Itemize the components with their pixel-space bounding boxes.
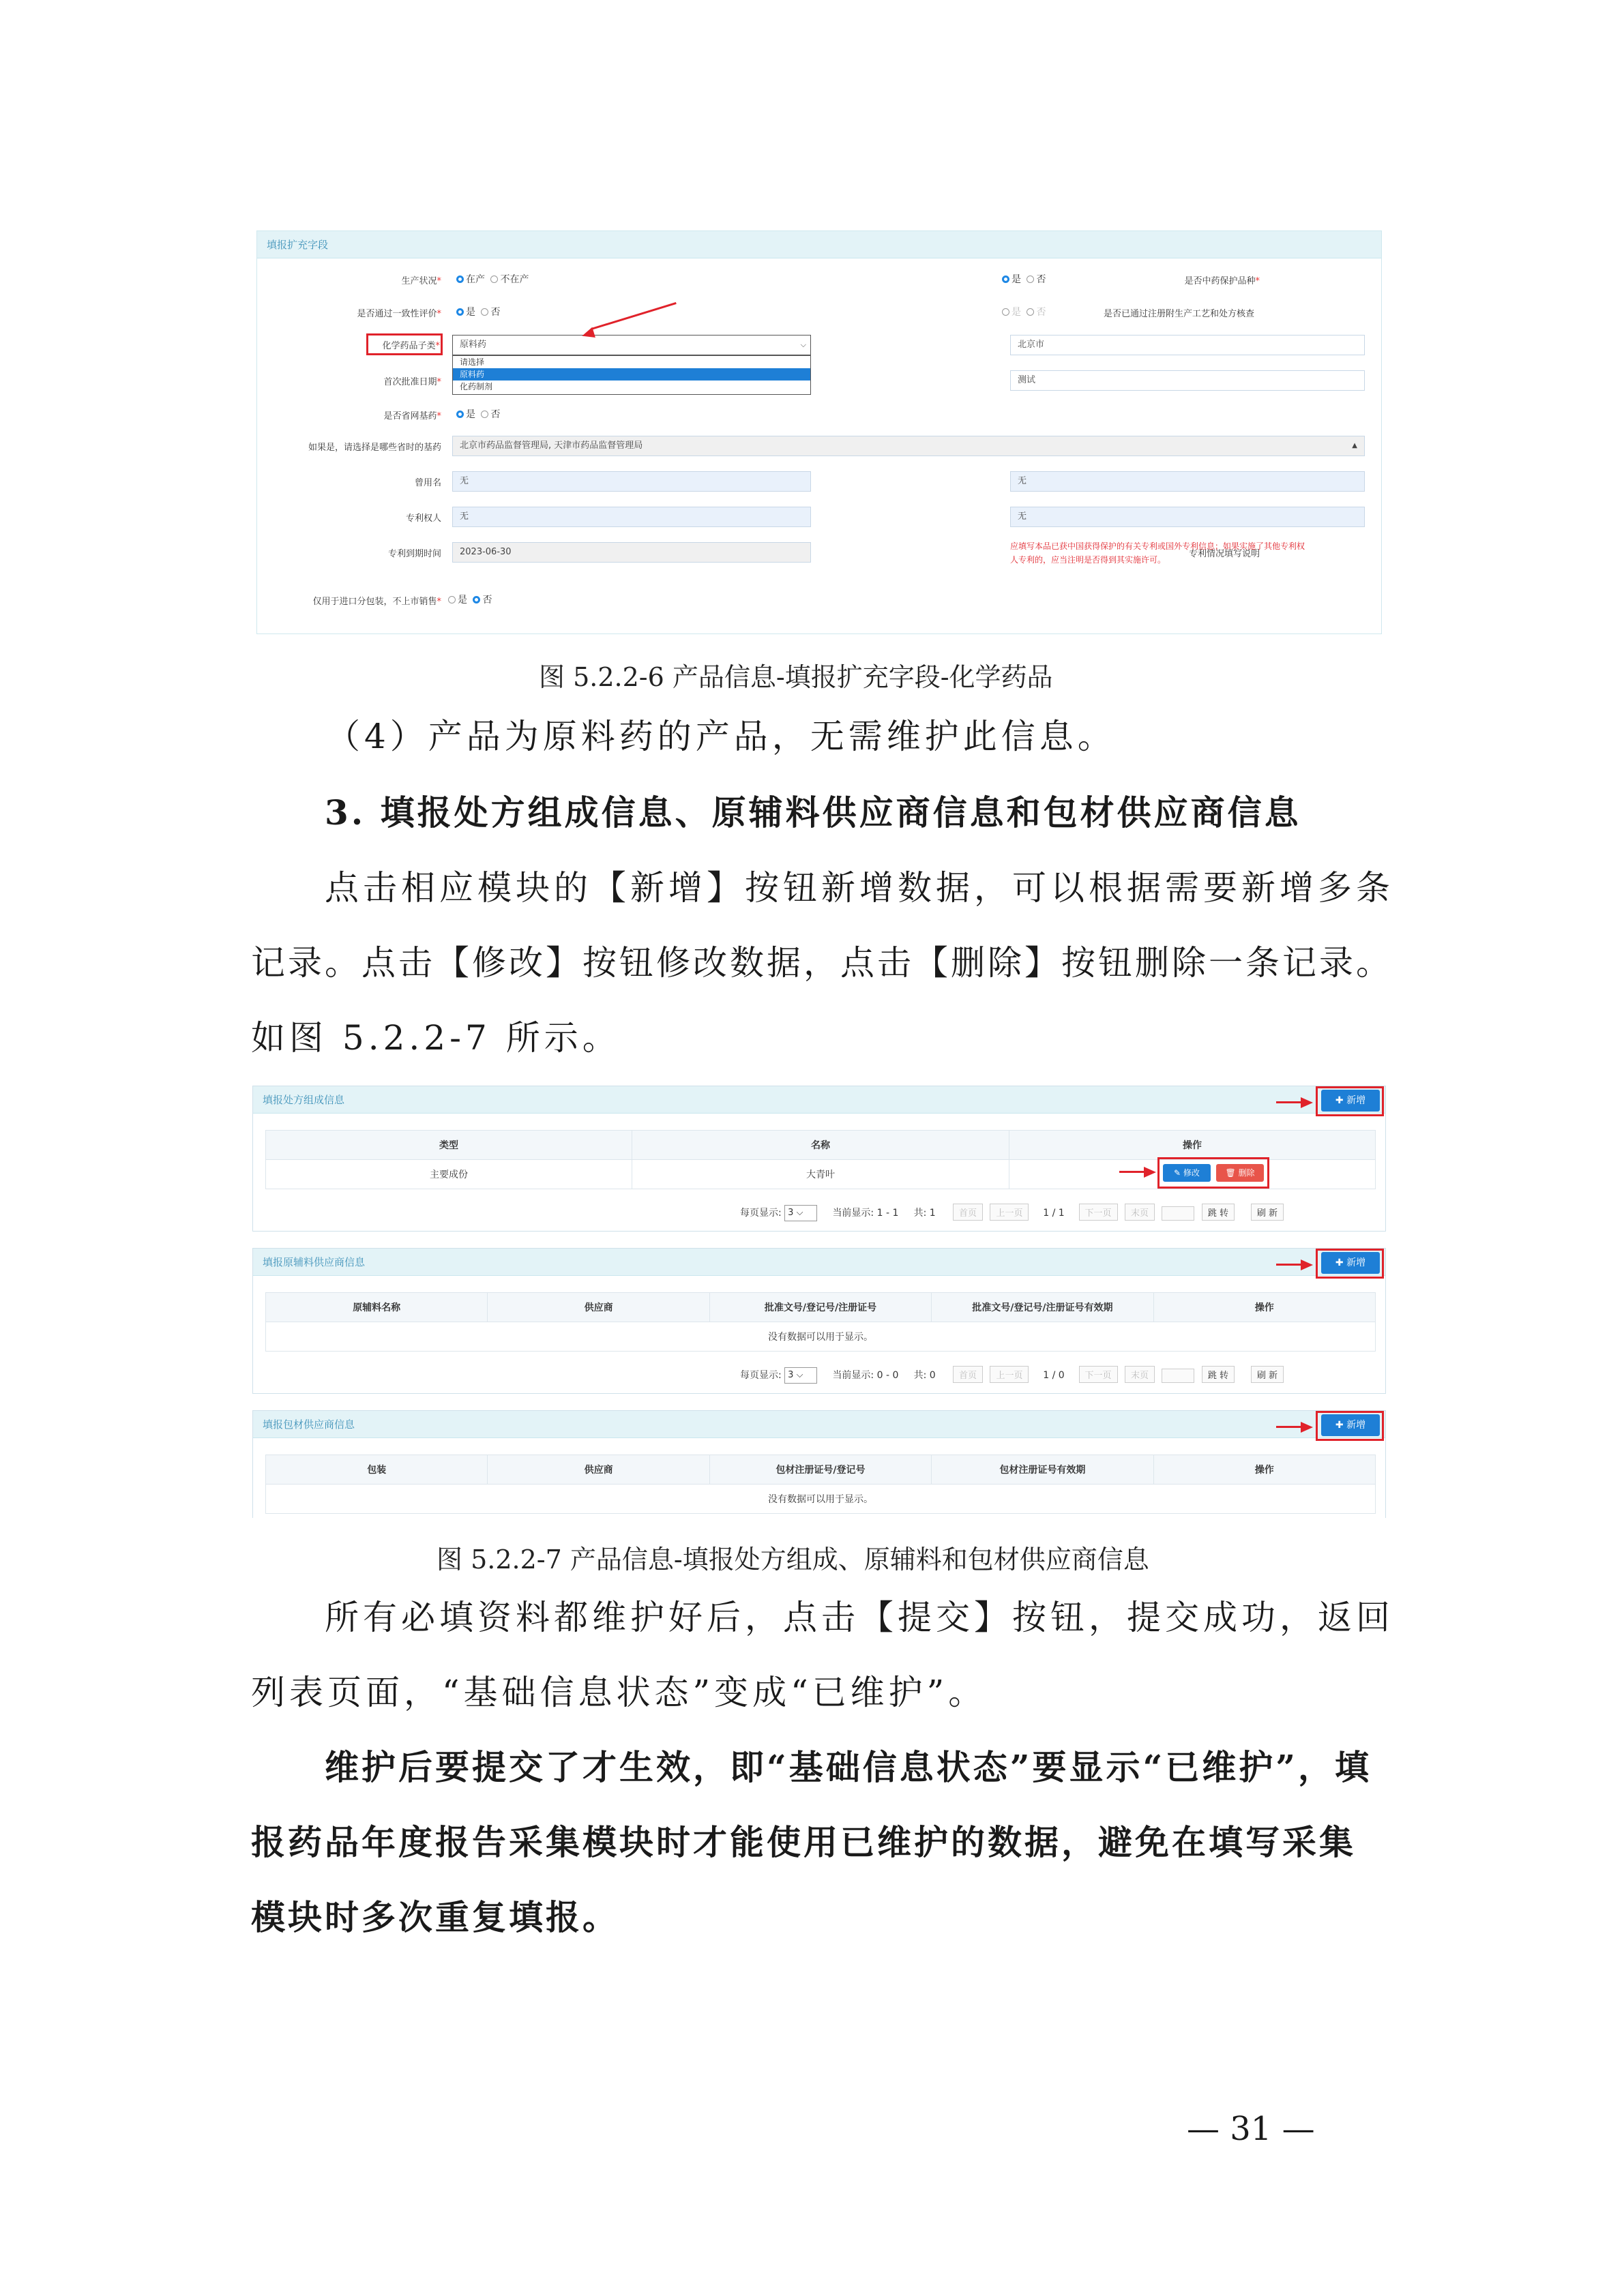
which-province-select[interactable]: 北京市药品监督管理局, 天津市药品监督管理局 ▲ xyxy=(452,436,1365,456)
patent-status-input[interactable]: 无 xyxy=(1010,507,1365,527)
radio-icon[interactable] xyxy=(456,411,464,418)
chem-subtype-label: 化学药品子类* xyxy=(382,341,440,351)
column-header: 操作 xyxy=(1153,1293,1375,1322)
radio-icon[interactable] xyxy=(481,308,488,316)
import-only-radios[interactable]: 是 否 xyxy=(445,593,492,606)
tcm-protected-radios[interactable]: 是 否 xyxy=(999,272,1046,286)
column-header: 供应商 xyxy=(488,1293,709,1322)
common-name-label: 曾用名 xyxy=(414,478,441,488)
column-header: 操作 xyxy=(1153,1455,1375,1485)
production-status-radios[interactable]: 在产 不在产 xyxy=(454,272,529,286)
first-approval-date-label: 首次批准日期* xyxy=(383,377,441,387)
approval-unit-input[interactable]: 测试 xyxy=(1010,370,1365,391)
refresh-button[interactable]: 刷 新 xyxy=(1251,1366,1284,1383)
patent-expiry-input[interactable]: 2023-06-30 xyxy=(452,542,811,563)
jump-button[interactable]: 跳 转 xyxy=(1202,1204,1235,1221)
page-number: — 31 — xyxy=(1187,2110,1315,2148)
paragraph-line: 报药品年度报告采集模块时才能使用已维护的数据，避免在填写采集 xyxy=(251,1822,1356,1862)
arrowhead xyxy=(1301,1259,1313,1270)
city-input[interactable]: 北京市 xyxy=(1010,335,1365,355)
paragraph-4: （4）产品为原料药的产品，无需维护此信息。 xyxy=(326,717,1116,756)
radio-icon[interactable] xyxy=(473,596,480,603)
page-number-input[interactable] xyxy=(1162,1369,1194,1383)
paragraph-line: 记录。点击【修改】按钮修改数据，点击【删除】按钮删除一条记录。 xyxy=(251,943,1393,983)
page-number-input[interactable] xyxy=(1162,1206,1194,1221)
refresh-button[interactable]: 刷 新 xyxy=(1251,1204,1284,1221)
plus-icon: ✚ xyxy=(1335,1095,1347,1106)
column-header: 类型 xyxy=(266,1131,632,1160)
figure-caption-2: 图 5.2.2-7 产品信息-填报处方组成、原辅料和包材供应商信息 xyxy=(437,1545,1149,1575)
patent-note-label: 专利情况填写说明 xyxy=(1188,549,1260,559)
column-header: 包材注册证号/登记号 xyxy=(709,1455,931,1485)
section-title: 填报处方组成信息 xyxy=(253,1086,1385,1114)
provincial-base-label: 是否省网基药* xyxy=(383,411,441,421)
arrowhead xyxy=(1301,1422,1313,1433)
arrowhead xyxy=(1301,1097,1313,1108)
edit-button[interactable]: ✎ 修改 xyxy=(1163,1164,1211,1182)
registered-process-label: 是否已通过注册附生产工艺和处方核查 xyxy=(1103,309,1254,319)
provincial-base-radios[interactable]: 是 否 xyxy=(454,407,500,421)
table-cell: 大青叶 xyxy=(632,1160,1009,1189)
arrowhead xyxy=(1144,1167,1156,1178)
pointer-arrow xyxy=(591,302,677,330)
packaging-section xyxy=(252,1410,1386,1518)
page-size-select[interactable]: 3 ⌵ xyxy=(784,1205,817,1221)
raw-material-table xyxy=(265,1292,1376,1352)
column-header: 批准文号/登记号/注册证号有效期 xyxy=(932,1293,1153,1322)
jump-button[interactable]: 跳 转 xyxy=(1202,1366,1235,1383)
add-button[interactable]: ✚ 新增 xyxy=(1321,1252,1380,1274)
empty-message: 没有数据可以用于显示。 xyxy=(266,1322,1376,1352)
raw-material-section xyxy=(252,1248,1386,1394)
column-header: 操作 xyxy=(1009,1131,1376,1160)
pointer-arrow xyxy=(1276,1101,1303,1103)
radio-icon[interactable] xyxy=(448,596,456,603)
radio-icon[interactable] xyxy=(490,275,498,283)
chevron-down-icon: ⌵ xyxy=(800,340,806,349)
next-page-button[interactable]: 下一页 xyxy=(1079,1204,1118,1221)
edit-icon: ✎ xyxy=(1174,1168,1183,1178)
patentee-label: 专利权人 xyxy=(405,513,441,524)
pointer-arrow xyxy=(1276,1426,1303,1428)
paragraph-line: 如图 5.2.2-7 所示。 xyxy=(251,1018,621,1058)
trash-icon: 🗑 xyxy=(1225,1168,1239,1178)
radio-icon[interactable] xyxy=(1002,275,1009,283)
chem-subtype-dropdown[interactable] xyxy=(452,355,811,395)
section-title: 填报扩充字段 xyxy=(257,231,1381,258)
plus-icon: ✚ xyxy=(1335,1420,1347,1431)
tcm-protected-label: 是否中药保护品种* xyxy=(1184,276,1260,286)
first-page-button[interactable]: 首页 xyxy=(953,1204,983,1221)
figure-supplier-tables xyxy=(252,1086,1386,1518)
section-title: 填报原辅料供应商信息 xyxy=(253,1249,1385,1276)
figure-caption-1: 图 5.2.2-6 产品信息-填报扩充字段-化学药品 xyxy=(539,662,1053,692)
column-header: 包装 xyxy=(266,1455,488,1485)
dropdown-option[interactable]: 化药制剂 xyxy=(460,382,493,391)
patent-note-text: 应填写本品已获中国获得保护的有关专利或国外专利信息；如果实施了其他专利权 人专利的，应当注明是否得到其实施许可。 xyxy=(1010,541,1305,565)
chem-subtype-select[interactable]: 原料药 ⌵ xyxy=(452,335,811,355)
pagination: 每页显示: 3 ⌵ 当前显示: 0 - 0 共: 0 首页 上一页 1 / 0 下一页 末页 跳 转 刷 新 xyxy=(740,1366,1286,1384)
delete-button[interactable]: 🗑 删除 xyxy=(1216,1164,1264,1182)
column-header: 名称 xyxy=(632,1131,1009,1160)
which-province-label: 如果是，请选择是哪些省时的基药 xyxy=(308,443,441,453)
consistency-eval-label: 是否通过一致性评价* xyxy=(357,309,441,319)
registered-process-radios[interactable]: 是 否 xyxy=(999,305,1046,318)
add-button[interactable]: ✚ 新增 xyxy=(1321,1090,1380,1112)
pagination: 每页显示: 3 ⌵ 当前显示: 1 - 1 共: 1 首页 上一页 1 / 1 下一页 末页 跳 转 刷 新 xyxy=(740,1204,1286,1221)
radio-icon[interactable] xyxy=(1027,308,1034,316)
patent-name-input[interactable]: 无 xyxy=(1010,471,1365,492)
radio-icon[interactable] xyxy=(1027,275,1034,283)
paragraph-line: 点击相应模块的【新增】按钮新增数据，可以根据需要新增多条 xyxy=(325,868,1394,908)
empty-message: 没有数据可以用于显示。 xyxy=(266,1485,1376,1514)
last-page-button[interactable]: 末页 xyxy=(1125,1204,1155,1221)
production-status-label: 生产状况* xyxy=(401,276,441,286)
column-header: 供应商 xyxy=(488,1455,709,1485)
consistency-eval-radios[interactable]: 是 否 xyxy=(454,305,500,318)
add-button[interactable]: ✚ 新增 xyxy=(1321,1414,1380,1436)
column-header: 原辅料名称 xyxy=(266,1293,488,1322)
packaging-table xyxy=(265,1455,1376,1514)
table-row xyxy=(266,1322,1376,1352)
paragraph-line: 列表页面，“基础信息状态”变成“已维护”。 xyxy=(251,1673,987,1712)
common-name-input[interactable]: 无 xyxy=(452,471,811,492)
paragraph-line: 模块时多次重复填报。 xyxy=(251,1897,619,1937)
prev-page-button[interactable]: 上一页 xyxy=(990,1366,1029,1383)
import-only-label: 仅用于进口分包装，不上市销售* xyxy=(312,597,441,607)
last-page-button[interactable]: 末页 xyxy=(1125,1366,1155,1383)
next-page-button[interactable]: 下一页 xyxy=(1079,1366,1118,1383)
radio-icon[interactable] xyxy=(456,308,464,316)
page-size-select[interactable]: 3 ⌵ xyxy=(784,1367,817,1384)
radio-icon[interactable] xyxy=(481,411,488,418)
first-page-button[interactable]: 首页 xyxy=(953,1366,983,1383)
dropdown-option-selected[interactable]: 原料药 xyxy=(453,368,810,381)
plus-icon: ✚ xyxy=(1335,1257,1347,1268)
patent-expiry-label: 专利到期时间 xyxy=(387,549,441,559)
patentee-input[interactable]: 无 xyxy=(452,507,811,527)
section-title: 填报包材供应商信息 xyxy=(253,1411,1385,1438)
pointer-arrow xyxy=(1119,1171,1147,1173)
column-header: 包材注册证号有效期 xyxy=(932,1455,1153,1485)
radio-icon[interactable] xyxy=(456,275,464,283)
prescription-section xyxy=(252,1086,1386,1232)
pointer-arrow xyxy=(1276,1264,1303,1266)
radio-icon[interactable] xyxy=(1002,308,1009,316)
table-cell: 主要成份 xyxy=(266,1160,632,1189)
table-row xyxy=(266,1485,1376,1514)
paragraph-line: 所有必填资料都维护好后，点击【提交】按钮，提交成功，返回 xyxy=(325,1598,1394,1637)
section-heading-3: 3. 填报处方组成信息、原辅料供应商信息和包材供应商信息 xyxy=(325,792,1301,833)
figure-extended-fields xyxy=(256,230,1382,634)
paragraph-line: 维护后要提交了才生效，即“基础信息状态”要显示“已维护”，填 xyxy=(325,1747,1372,1787)
column-header: 批准文号/登记号/注册证号 xyxy=(709,1293,931,1322)
caret-up-icon: ▲ xyxy=(1352,442,1357,449)
prev-page-button[interactable]: 上一页 xyxy=(990,1204,1029,1221)
dropdown-option[interactable]: 请选择 xyxy=(460,357,485,367)
